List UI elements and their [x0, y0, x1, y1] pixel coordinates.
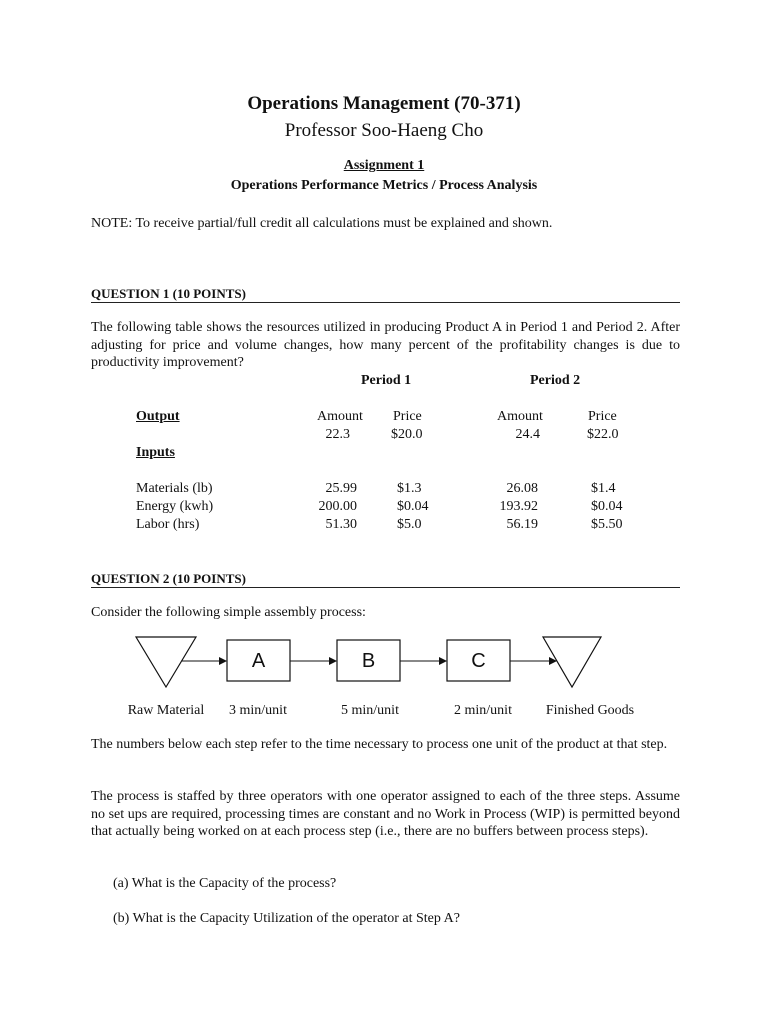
assignment-label: Assignment 1 [343, 158, 425, 173]
question-1-text: The following table shows the resources utilized in producing Product A in Period 1 and Period 2. After adjusting for price and volume changes, how many percent of the profitability changes is due to productivity improvement? [91, 320, 680, 370]
row-amount-2: 26.08 [506, 481, 538, 496]
row-label: Labor (hrs) [136, 517, 200, 532]
question-2-intro: Consider the following simple assembly process: [91, 605, 366, 620]
step-a-letter: A [251, 650, 266, 672]
price-header-2: Price [588, 409, 617, 424]
row-label: Energy (kwh) [136, 499, 214, 514]
finished-goods-triangle [543, 637, 601, 687]
assignment-subtitle: Operations Performance Metrics / Process Analysis [230, 178, 538, 193]
row-amount-1: 200.00 [318, 499, 357, 514]
output-price-1: $20.0 [391, 427, 423, 442]
question-2-para-1: The numbers below each step refer to the time necessary to process one unit of the product at that step. [91, 737, 668, 752]
row-price-2: $0.04 [591, 499, 623, 514]
question-2-para-2: The process is staffed by three operators with one operator assigned to each of the three steps. Assume no set ups are required, processing times are constant and no Work in Process (WIP) is permitted beyond that actually being worked on at each process step (i.e., there are no buffers between process steps). [91, 789, 680, 839]
step-a-time: 3 min/unit [229, 703, 287, 718]
question-1-heading: QUESTION 1 (10 POINTS) [91, 286, 246, 301]
row-amount-1: 51.30 [325, 517, 357, 532]
step-c-letter: C [471, 650, 486, 672]
amount-header-1: Amount [317, 409, 363, 424]
amount-header-2: Amount [497, 409, 543, 424]
question-2-heading: QUESTION 2 (10 POINTS) [91, 571, 246, 586]
row-price-2: $5.50 [591, 517, 623, 532]
question-2a: (a) What is the Capacity of the process? [113, 876, 337, 891]
raw-material-triangle [136, 637, 196, 687]
output-amount-2: 24.4 [515, 427, 540, 442]
row-amount-1: 25.99 [325, 481, 357, 496]
row-price-1: $5.0 [397, 517, 422, 532]
step-b-letter: B [361, 650, 376, 672]
row-label: Materials (lb) [136, 481, 213, 496]
row-price-2: $1.4 [591, 481, 616, 496]
question-2b: (b) What is the Capacity Utilization of the operator at Step A? [113, 911, 460, 926]
period-2-header: Period 2 [530, 373, 581, 388]
row-price-1: $1.3 [397, 481, 422, 496]
inputs-label: Inputs [136, 445, 175, 460]
note-text: NOTE: To receive partial/full credit all calculations must be explained and shown. [91, 216, 553, 231]
page-title: Operations Management (70-371) [247, 93, 521, 114]
row-price-1: $0.04 [397, 499, 429, 514]
step-c-time: 2 min/unit [454, 703, 512, 718]
price-header-1: Price [393, 409, 422, 424]
raw-material-label: Raw Material [127, 703, 205, 718]
finished-goods-label: Finished Goods [545, 703, 635, 718]
step-b-time: 5 min/unit [341, 703, 399, 718]
row-amount-2: 56.19 [506, 517, 538, 532]
row-amount-2: 193.92 [499, 499, 538, 514]
output-amount-1: 22.3 [325, 427, 350, 442]
professor-name: Professor Soo-Haeng Cho [284, 120, 484, 141]
period-1-header: Period 1 [361, 373, 412, 388]
output-label: Output [136, 409, 180, 424]
output-price-2: $22.0 [587, 427, 619, 442]
